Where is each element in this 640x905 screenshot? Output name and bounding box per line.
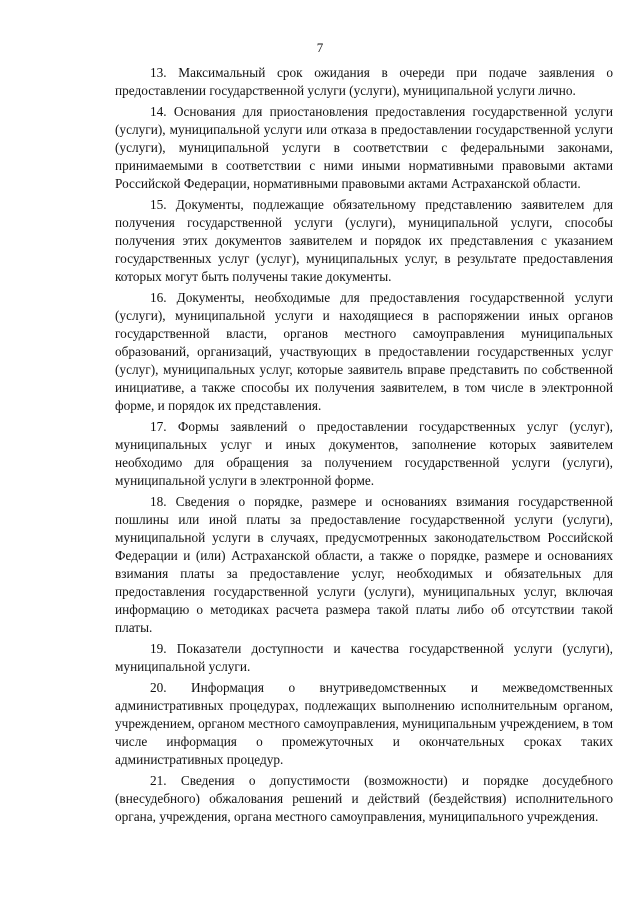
paragraph-14: 14. Основания для приостановления предоставления государственной услуги (услуги), муниципальной услуги или отказа в предоставлении государственной услуги (услуги), муниципальной услуги в соответствии с федеральными законами, принимаемыми в соответствии с ними иными нормативными правовыми актами Российской Федерации, нормативными правовыми актами Астраханской области. — [115, 104, 613, 191]
paragraph-13: 13. Максимальный срок ожидания в очереди при подаче заявления о предоставлении государственной услуги (услуги), муниципальной услуги лично. — [115, 65, 613, 98]
paragraph-18: 18. Сведения о порядке, размере и основаниях взимания государственной пошлины или иной платы за предоставление государственной услуги (услуги), муниципальной услуги в случаях, предусмотренных законодательством Российской Федерации и (или) Астраханской области, а также о порядке, размере и основаниях взимания платы за предоставление услуг, необходимых и обязательных для предоставления государственной услуги (услуги), муниципальных услуг, включая информацию о методиках расчета размера такой платы либо об отсутствии такой платы. — [115, 494, 613, 635]
paragraph-20: 20. Информация о внутриведомственных и межведомственных административных процедурах, подлежащих выполнению исполнительным органом, учреждением, органом местного самоуправления, муниципальным учреждением, в том числе информация о промежуточных и окончательных сроках таких административных процедур. — [115, 680, 613, 767]
paragraph-15: 15. Документы, подлежащие обязательному представлению заявителем для получения государственной услуги (услуги), муниципальной услуги, способы получения этих документов заявителем и порядок их представления с указанием государственных услуг (услуг), муниципальных услуг, в результате предоставления которых могут быть получены такие документы. — [115, 197, 613, 284]
paragraph-17: 17. Формы заявлений о предоставлении государственных услуг (услуг), муниципальных услуг и иных документов, заполнение которых заявителем необходимо для обращения за получением государственной услуги (услуги), муниципальной услуги в электронной форме. — [115, 419, 613, 488]
paragraph-21: 21. Сведения о допустимости (возможности) и порядке досудебного (внесудебного) обжалования решений и действий (бездействия) исполнительного органа, учреждения, органа местного самоуправления, муниципального учреждения. — [115, 773, 613, 824]
document-body — [115, 64, 613, 829]
paragraph-19: 19. Показатели доступности и качества государственной услуги (услуги), муниципальной услуги. — [115, 641, 613, 674]
paragraph-16: 16. Документы, необходимые для предоставления государственной услуги (услуги), муниципальной услуги и находящиеся в распоряжении иных органов государственной власти, органов местного самоуправления муниципальных образований, организаций, участвующих в предоставлении государственных услуг (услуг), муниципальных услуг, которые заявитель вправе представить по собственной инициативе, а также способы их получения заявителем, в том числе в электронной форме, и порядок их представления. — [115, 290, 613, 413]
page-number: 7 — [316, 40, 324, 55]
